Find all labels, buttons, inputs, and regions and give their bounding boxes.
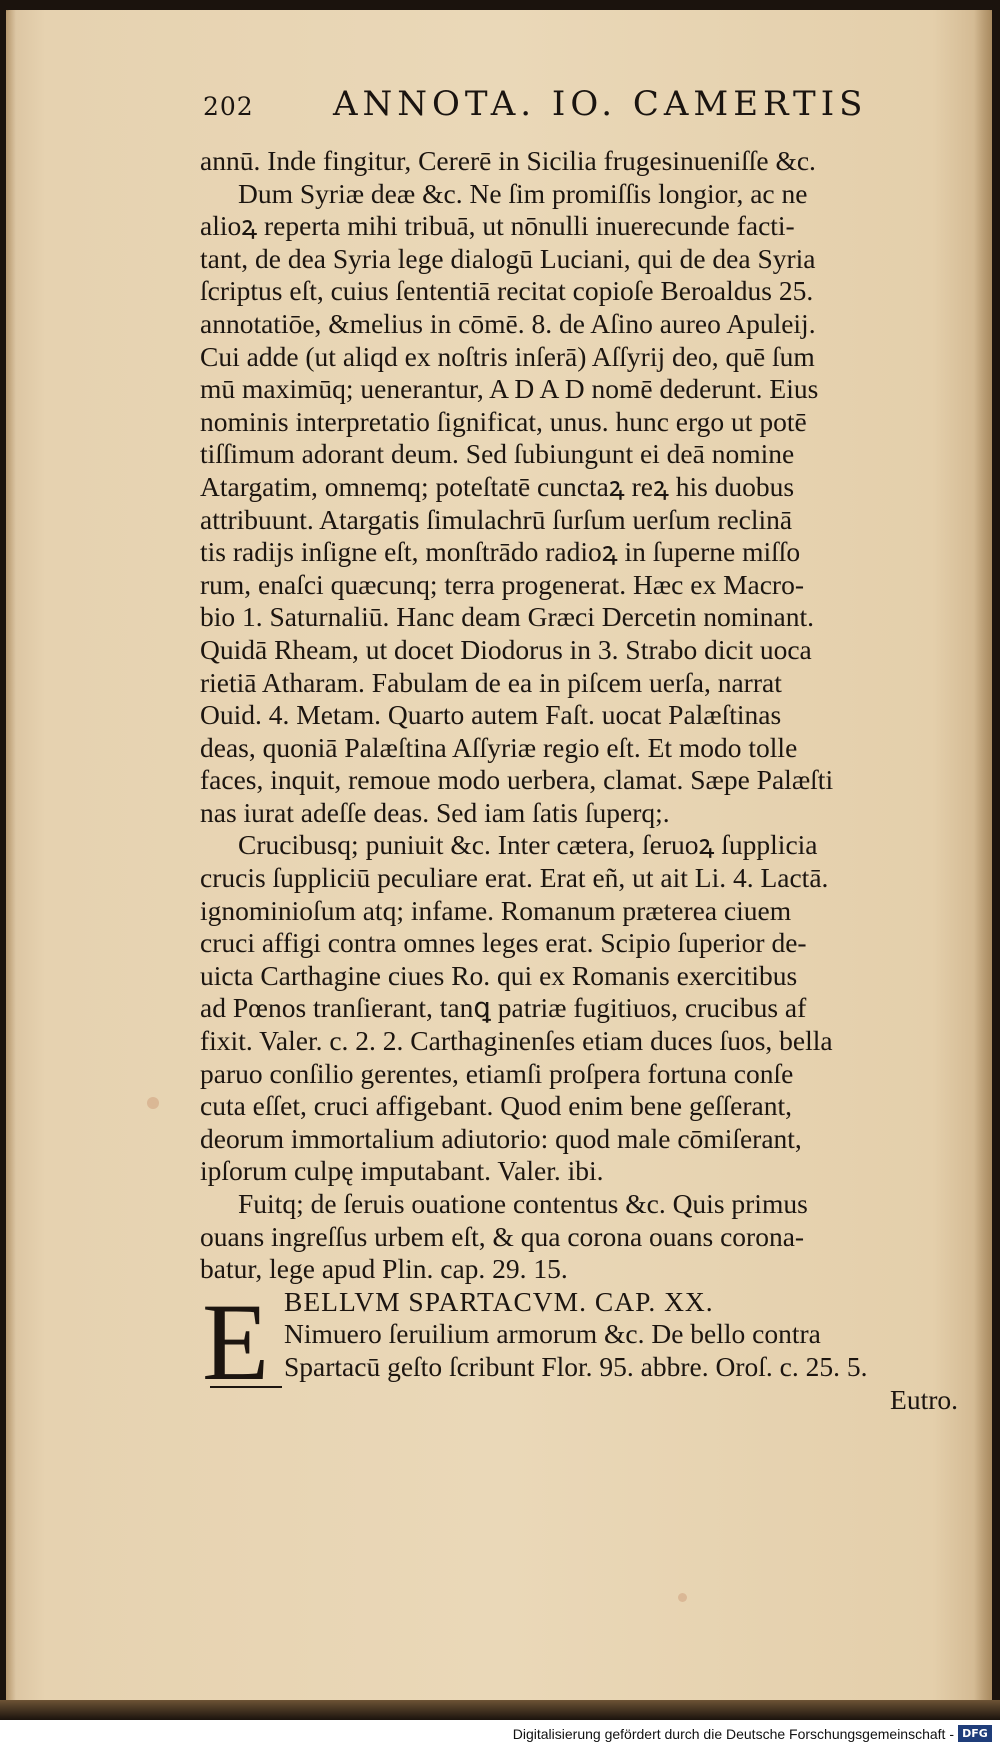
- paper-spot: [678, 1593, 687, 1602]
- text-line: crucis ſuppliciū peculiare erat. Erat eñ, ut ait Li. 4. Lactā.: [200, 862, 829, 894]
- dfg-logo: DFG: [958, 1725, 992, 1742]
- text-line: Quidā Rheam, ut docet Diodorus in 3. Strabo dicit uoca: [200, 633, 812, 665]
- text-line: Dum Syriæ deæ &c. Ne ſim promiſſis longior, ac ne: [238, 177, 808, 209]
- text-line: attribuunt. Atargatis ſimulachrū ſurſum uerſum reclinā: [200, 503, 793, 535]
- text-line: rietiā Atharam. Fabulam de ea in piſcem uerſa, narrat: [200, 666, 782, 698]
- text-line: cruci affigi contra omnes leges erat. Scipio ſuperior de-: [200, 927, 807, 959]
- text-line: Nimuero ſeruilium armorum &c. De bello contra: [284, 1318, 821, 1350]
- text-line: tiſſimum adorant deum. Sed ſubiungunt ei deā nomine: [200, 438, 795, 470]
- drop-initial-flourish: [210, 1376, 282, 1388]
- page-number: 202: [203, 92, 254, 121]
- text-line: tant, de dea Syria lege dialogū Luciani, qui de dea Syria: [200, 242, 816, 274]
- text-line: Spartacū geſto ſcribunt Flor. 95. abbre. Oroſ. c. 25. 5.: [284, 1350, 868, 1382]
- text-line: Cui adde (ut aliqd ex noſtris inſerā) Aſſyrij deo, quē ſum: [200, 340, 815, 372]
- text-line: tis radijs inſigne eſt, monſtrādo radioꝝ in ſuperne miſſo: [200, 536, 801, 568]
- running-head: [203, 84, 883, 132]
- text-line: ouans ingreſſus urbem eſt, & qua corona ouans corona-: [200, 1220, 805, 1252]
- drop-initial: E: [202, 1281, 270, 1403]
- text-line: rum, enaſci quæcunq; terra progenerat. Hæc ex Macro-: [200, 568, 804, 600]
- text-line: annotatiōe, &melius in cōmē. 8. de Aſino aureo Apuleij.: [200, 307, 816, 339]
- section-heading: BELLVM SPARTACVM. CAP. XX.: [284, 1285, 714, 1317]
- text-line: alioꝝ reperta mihi tribuā, ut nōnulli inuerecunde facti-: [200, 210, 795, 242]
- text-line: batur, lege apud Plin. cap. 29. 15.: [200, 1253, 568, 1285]
- page-left-edge: [6, 10, 16, 1710]
- digitization-footer: [0, 1720, 1000, 1748]
- paper-spot: [147, 1097, 159, 1109]
- text-line: faces, inquit, remoue modo uerbera, clamat. Sæpe Palæſti: [200, 764, 834, 796]
- text-line: Fuitq; de ſeruis ouatione contentus &c. Quis primus: [238, 1188, 808, 1219]
- text-line: Ouid. 4. Metam. Quarto autem Faſt. uocat Palæſtinas: [200, 699, 782, 731]
- digitization-note: Digitalisierung gefördert durch die Deutsche Forschungsgemeinschaft -: [512, 1726, 954, 1742]
- text-line: ad Pœnos tranſierant, tanꝗ patriæ fugitiuos, crucibus af: [200, 992, 807, 1024]
- text-line: ipſorum culpę imputabant. Valer. ibi.: [200, 1155, 604, 1187]
- body-text: [200, 145, 960, 1416]
- text-line: nas iurat adeſſe deas. Sed iam ſatis ſuperq;.: [200, 796, 670, 828]
- text-line: annū. Inde fingitur, Cererē in Sicilia frugesinueniſſe &c.: [200, 145, 816, 176]
- text-line: Crucibusq; puniuit &c. Inter cætera, ſeruoꝝ ſupplicia: [238, 829, 818, 861]
- page-title: ANNOTA. IO. CAMERTIS: [333, 84, 868, 124]
- text-line: Eutro.: [890, 1383, 958, 1415]
- page-right-edge: [974, 10, 992, 1710]
- text-line: ignominioſum atq; infame. Romanum præterea ciuem: [200, 894, 792, 926]
- text-line: bio 1. Saturnaliū. Hanc deam Græci Dercetin nominant.: [200, 601, 814, 633]
- text-line: nominis interpretatio ſignificat, unus. hunc ergo ut potē: [200, 405, 807, 437]
- text-line: paruo conſilio gerentes, etiamſi proſpera fortuna conſe: [200, 1057, 794, 1089]
- text-line: ſcriptus eſt, cuius ſententiā recitat copioſe Beroaldus 25.: [200, 275, 814, 307]
- text-line: deorum immortalium adiutorio: quod male cōmiſerant,: [200, 1122, 802, 1154]
- text-line: uicta Carthagine ciues Ro. qui ex Romanis exercitibus: [200, 959, 798, 991]
- page-bottom-edge: [0, 1700, 1000, 1720]
- text-line: fixit. Valer. c. 2. 2. Carthaginenſes etiam duces ſuos, bella: [200, 1025, 833, 1057]
- text-line: deas, quoniā Palæſtina Aſſyriæ regio eſt. Et modo tolle: [200, 731, 798, 763]
- text-line: cuta eſſet, cruci affigebant. Quod enim bene geſſerant,: [200, 1090, 793, 1122]
- text-line: Atargatim, omnemq; poteſtatē cunctaꝝ reꝝ his duobus: [200, 470, 795, 502]
- text-line: mū maximūq; uenerantur, A D A D nomē dederunt. Eius: [200, 373, 819, 405]
